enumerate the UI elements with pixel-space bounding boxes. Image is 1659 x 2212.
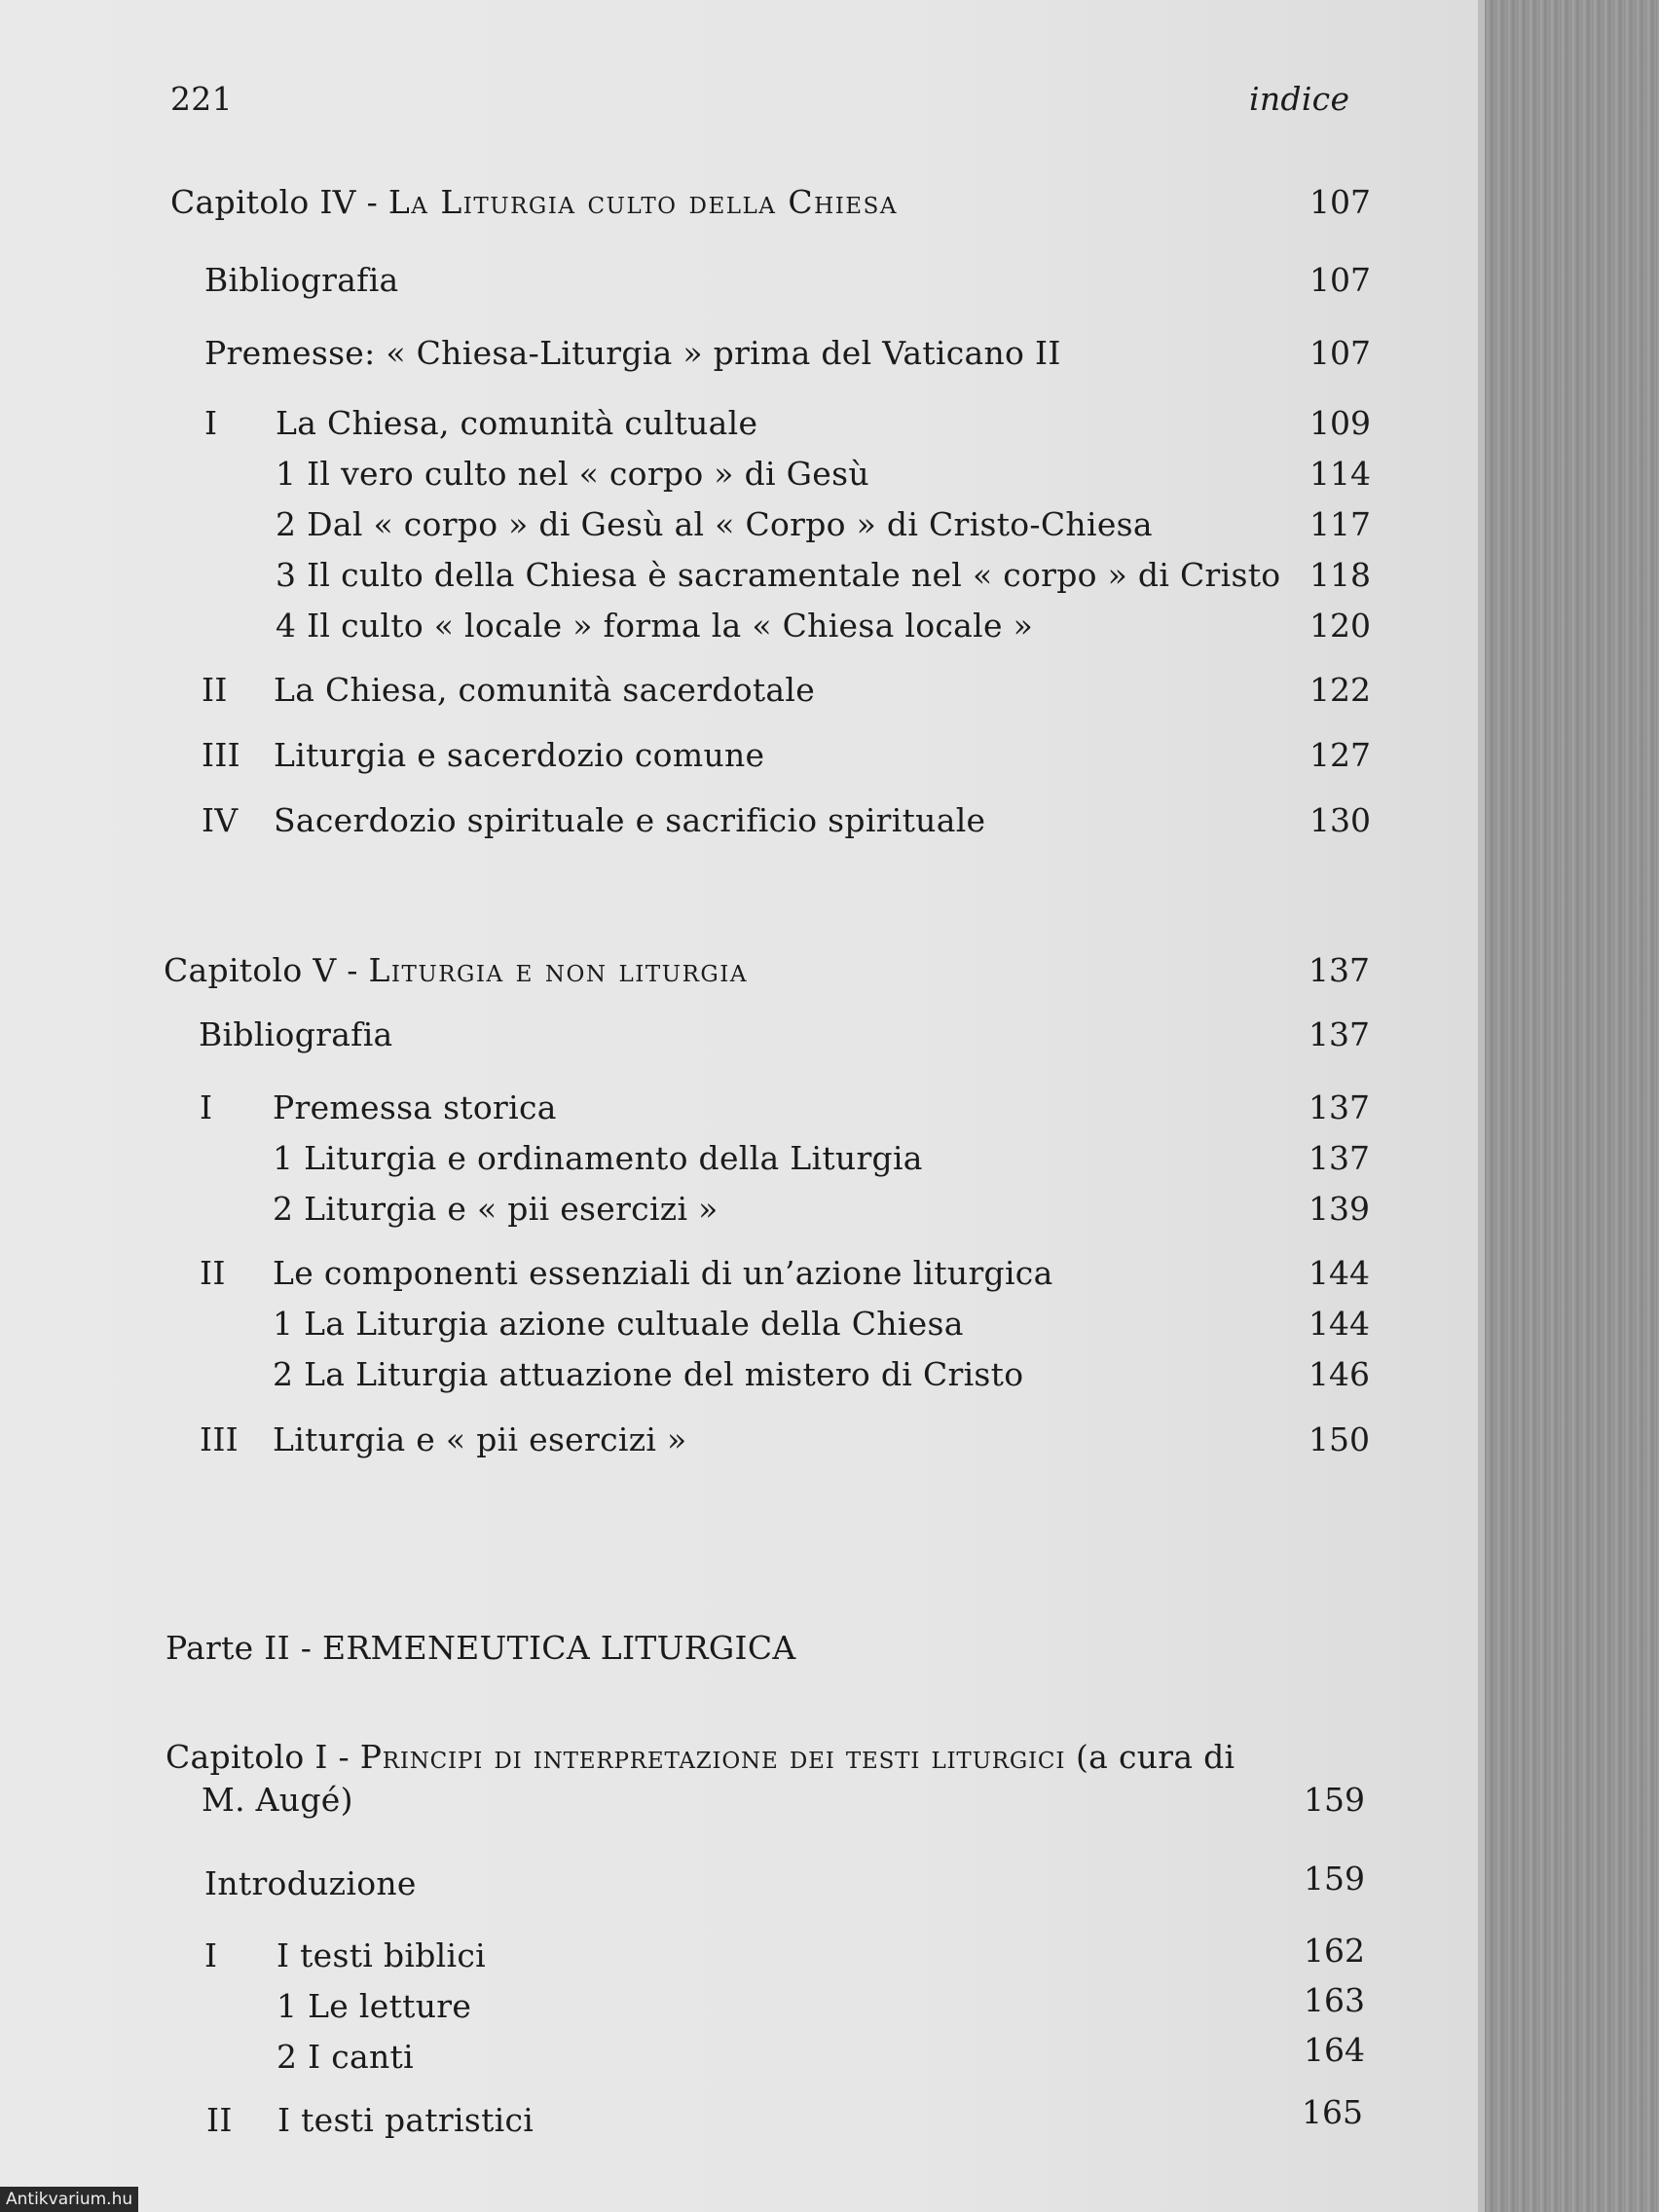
toc-label: 1 Le letture [276,1987,472,2025]
toc-label: Introduzione [204,1864,417,1902]
toc-page: 127 [1309,736,1371,774]
page-number: 221 [170,80,233,118]
toc-roman: I [200,1088,213,1126]
toc-page: 107 [1309,334,1371,372]
toc-label: Premesse: « Chiesa-Liturgia » prima del Vaticano II [204,334,1061,372]
part-2-chapter-1-author: M. Augé) [202,1781,353,1819]
toc-page: 107 [1309,261,1371,299]
toc-label: I testi patristici [277,2101,535,2139]
chapter-4-page: 107 [1309,183,1371,221]
part-2-chapter-1-suffix: (a cura di [1065,1738,1235,1776]
toc-page: 150 [1309,1420,1370,1458]
running-header: indice [1249,80,1350,118]
toc-roman: I [204,404,218,442]
toc-label: Liturgia e sacerdozio comune [274,736,765,774]
toc-page: 137 [1309,1139,1370,1177]
toc-page: 144 [1309,1305,1370,1343]
toc-roman: I [204,1936,218,1974]
chapter-5-page: 137 [1309,951,1370,989]
toc-page: 120 [1309,607,1371,645]
chapter-4-prefix: Capitolo IV - [170,183,388,221]
part-2-chapter-1-prefix: Capitolo I - [166,1738,360,1776]
toc-label: Sacerdozio spirituale e sacrificio spirituale [274,801,986,839]
toc-page: 139 [1309,1190,1370,1228]
toc-page: 114 [1309,455,1371,493]
chapter-5-prefix: Capitolo V - [164,951,369,989]
toc-page: 144 [1309,1254,1370,1292]
toc-roman: III [200,1420,240,1458]
toc-page: 146 [1309,1355,1370,1393]
toc-roman: II [202,671,228,709]
toc-page: 109 [1309,404,1371,442]
toc-page: 117 [1309,505,1371,543]
toc-label: La Chiesa, comunità cultuale [276,404,758,442]
toc-roman: II [200,1254,226,1292]
toc-label: 4 Il culto « locale » forma la « Chiesa locale » [276,607,1034,645]
toc-roman: II [206,2101,233,2139]
chapter-5-title: Liturgia e non liturgia [368,951,748,989]
toc-page: 159 [1304,1860,1365,1898]
toc-page: 118 [1309,556,1371,594]
toc-label: Premessa storica [273,1088,557,1126]
toc-label: 1 Liturgia e ordinamento della Liturgia [273,1139,923,1177]
toc-page: 122 [1309,671,1371,709]
chapter-4-title: La Liturgia culto della Chiesa [387,183,898,221]
watermark: Antikvarium.hu [0,2187,138,2212]
part-2-chapter-1-heading [166,1738,1235,1776]
toc-page: 162 [1304,1932,1365,1970]
toc-label: 1 La Liturgia azione cultuale della Chiesa [273,1305,964,1343]
toc-roman: III [202,736,241,774]
toc-label: La Chiesa, comunità sacerdotale [274,671,816,709]
toc-label: 2 Dal « corpo » di Gesù al « Corpo » di Cristo-Chiesa [276,505,1153,543]
part-2-chapter-1-title: Principi di interpretazione dei testi liturgici [359,1738,1066,1776]
toc-label: 2 I canti [276,2038,414,2076]
toc-label: Bibliografia [199,1015,393,1053]
toc-label: I testi biblici [276,1936,487,1974]
toc-label: Le componenti essenziali di un’azione liturgica [273,1254,1053,1292]
toc-page: 164 [1304,2031,1365,2069]
toc-label: 1 Il vero culto nel « corpo » di Gesù [276,455,869,493]
toc-label: 2 Liturgia e « pii esercizi » [273,1190,719,1228]
toc-label: 3 Il culto della Chiesa è sacramentale nel « corpo » di Cristo [276,556,1281,594]
toc-roman: IV [202,801,239,839]
toc-label: 2 La Liturgia attuazione del mistero di Cristo [273,1355,1024,1393]
book-spine [1485,0,1659,2212]
toc-label: Bibliografia [204,261,399,299]
chapter-5-heading [164,951,748,989]
toc-label: Liturgia e « pii esercizi » [273,1420,687,1458]
part-2-heading: Parte II - ERMENEUTICA LITURGICA [166,1629,796,1667]
toc-page: 163 [1304,1981,1365,2019]
part-2-chapter-1-page: 159 [1304,1781,1365,1819]
toc-page: 130 [1309,801,1371,839]
toc-page: 165 [1302,2093,1363,2131]
chapter-4-heading [170,183,898,221]
toc-page: 137 [1309,1088,1370,1126]
toc-page: 137 [1309,1015,1370,1053]
